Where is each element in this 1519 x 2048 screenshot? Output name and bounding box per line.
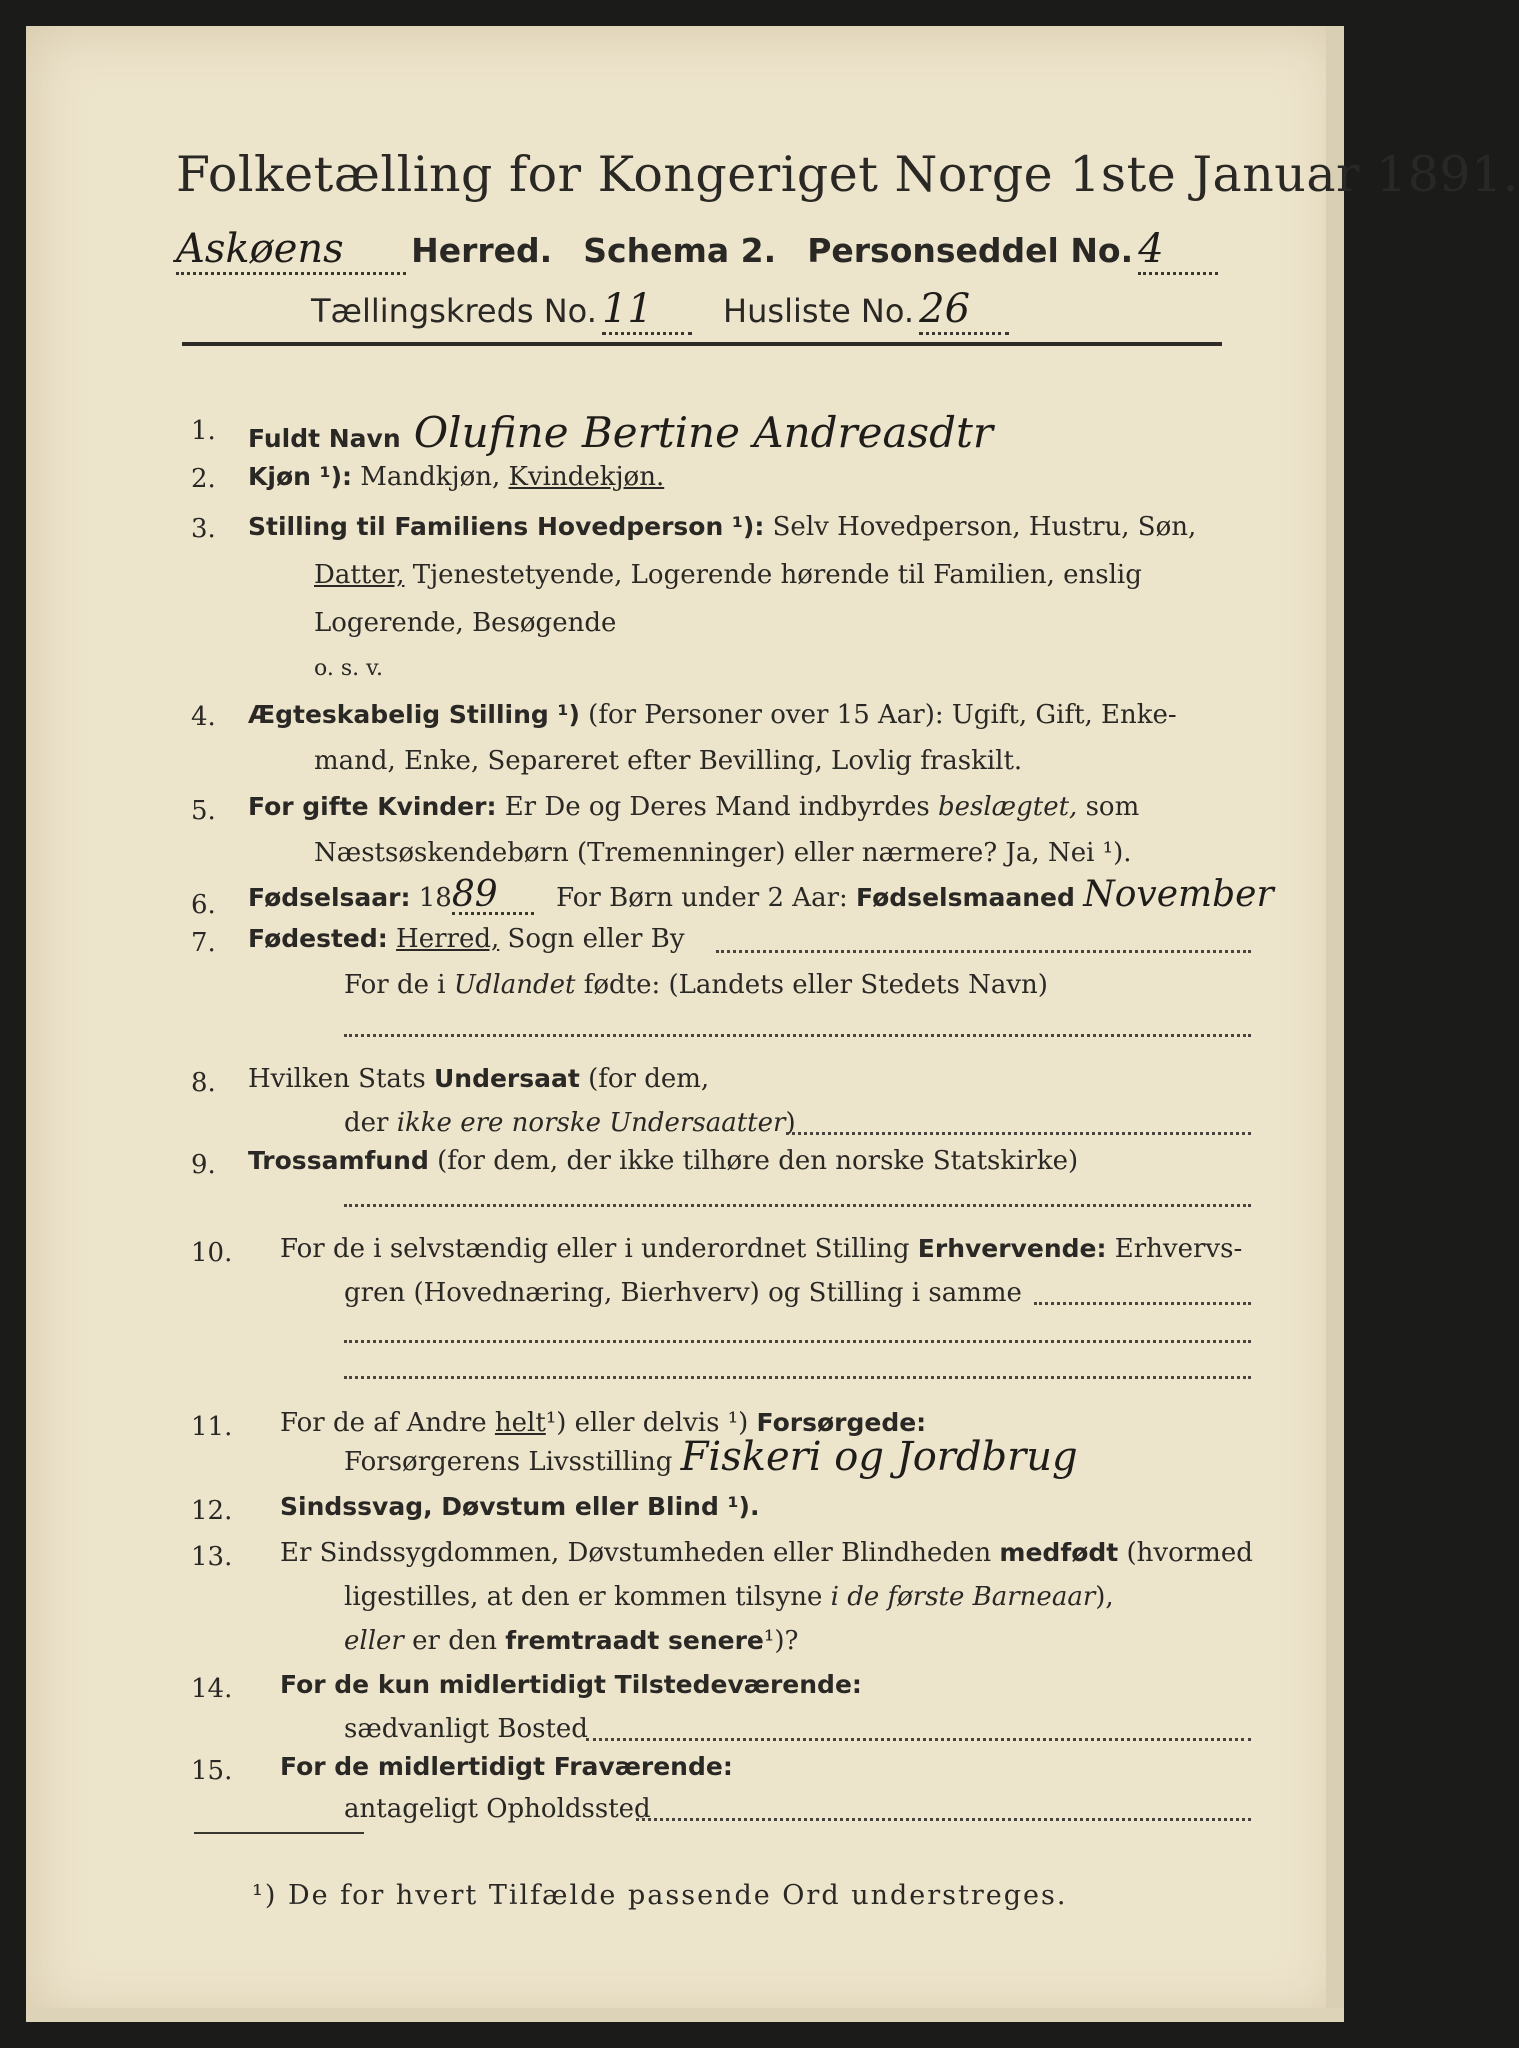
q6-label: Fødselsaar: xyxy=(248,883,411,912)
q15-label: For de midlertidigt Fraværende: xyxy=(280,1752,733,1781)
q14-line1 xyxy=(280,1668,862,1702)
q7-number: 7. xyxy=(191,928,216,958)
footnote-rule xyxy=(194,1832,364,1834)
q10-number: 10. xyxy=(191,1238,233,1268)
q10-text-1a: For de i selvstændig eller i underordnet Stilling xyxy=(280,1234,910,1264)
q4-text-2: mand, Enke, Separeret efter Bevilling, Lovlig fraskilt. xyxy=(314,746,1023,776)
census-form-page xyxy=(26,26,1519,2022)
q13-text-2c: ), xyxy=(1095,1582,1114,1612)
q6-month-value: November xyxy=(1083,874,1274,915)
header-rule xyxy=(182,342,1222,346)
q13-text-1a: Er Sindssygdommen, Døvstumheden eller Blindheden xyxy=(280,1538,992,1568)
q13-number: 13. xyxy=(191,1542,233,1572)
q8-line2 xyxy=(344,1106,796,1140)
taellingskreds-value: 11 xyxy=(602,286,692,335)
q13-text-3a: eller xyxy=(344,1626,404,1656)
q8-label: Hvilken Stats xyxy=(248,1064,426,1094)
q11-answer: Fiskeri og Jordbrug xyxy=(680,1434,1078,1480)
q8-number: 8. xyxy=(191,1068,216,1098)
q8-line1 xyxy=(248,1062,709,1096)
q13-text-3c: fremtraadt senere xyxy=(505,1626,764,1655)
q9-text-1: (for dem, der ikke tilhøre den norske Statskirke) xyxy=(437,1146,1079,1176)
q4-text-1: (for Personer over 15 Aar): Ugift, Gift, Enke- xyxy=(588,700,1177,730)
personseddel-label: Personseddel No. xyxy=(807,231,1134,270)
q7-label: Fødested: xyxy=(248,924,388,953)
q3-opt-datter: Datter, xyxy=(314,560,405,590)
q15-number: 15. xyxy=(191,1756,233,1786)
q15-dotline xyxy=(636,1818,1251,1821)
q5-label: For gifte Kvinder: xyxy=(248,792,497,821)
q13-text-1c: (hvormed xyxy=(1126,1538,1253,1568)
q8-label-b: Undersaat xyxy=(433,1064,580,1093)
herred-line xyxy=(176,226,1218,275)
q8-text-1: (for dem, xyxy=(588,1064,710,1094)
q12-line1 xyxy=(280,1490,759,1524)
q10-dotline-2 xyxy=(344,1340,1251,1343)
q5-text-1b: beslægtet, xyxy=(937,792,1078,822)
q3-number: 3. xyxy=(191,514,216,544)
q1-label: Fuldt Navn xyxy=(248,424,401,453)
q1-answer: Olufine Bertine Andreasdtr xyxy=(413,408,993,457)
husliste-label: Husliste No. xyxy=(723,292,915,330)
q6-number: 6. xyxy=(191,890,216,920)
q8-text-2c: ) xyxy=(785,1108,796,1138)
q10-text-2: gren (Hovednæring, Bierhverv) og Stilling i samme xyxy=(344,1278,1022,1308)
schema-label: Schema 2. xyxy=(583,231,777,270)
q13-text-2b: i de første Barneaar xyxy=(830,1582,1096,1612)
q3-line1 xyxy=(248,510,1196,544)
q9-number: 9. xyxy=(191,1150,216,1180)
q10-dotline-3 xyxy=(344,1376,1251,1379)
q3-line2 xyxy=(314,558,1142,592)
q9-line1 xyxy=(248,1144,1078,1178)
q3-label: Stilling til Familiens Hovedperson ¹): xyxy=(248,512,765,541)
q14-text-2: sædvanligt Bosted xyxy=(344,1714,588,1744)
q4-label: Ægteskabelig Stilling ¹) xyxy=(248,700,580,729)
q13-text-1b: medfødt xyxy=(999,1538,1119,1567)
q6-mid: For Børn under 2 Aar: xyxy=(556,883,848,913)
q11-text-1d: Forsørgede: xyxy=(756,1408,927,1437)
q12-label: Sindssvag, Døvstum eller Blind ¹). xyxy=(280,1492,760,1521)
q7-text-1: Sogn eller By xyxy=(507,924,685,954)
q3-text-1: Selv Hovedperson, Hustru, Søn, xyxy=(772,512,1197,542)
q11-text-1c: ¹) eller delvis ¹) xyxy=(545,1408,749,1438)
q11-text-2: Forsørgerens Livsstilling xyxy=(344,1447,673,1477)
q6-month-label: Fødselsmaaned xyxy=(856,883,1075,912)
q3-text-4: o. s. v. xyxy=(314,656,383,681)
q7-text-2b: Udlandet xyxy=(453,970,576,1000)
page-edge-bottom xyxy=(26,2008,1344,2022)
q11-text-1b: helt xyxy=(494,1408,546,1438)
q10-text-1c: Erhvervs- xyxy=(1114,1234,1243,1264)
q9-dotline xyxy=(344,1204,1251,1207)
personseddel-value: 4 xyxy=(1138,226,1218,275)
q10-text-1b: Erhvervende: xyxy=(917,1234,1107,1263)
q9-label: Trossamfund xyxy=(248,1146,429,1175)
q14-number: 14. xyxy=(191,1674,233,1704)
q2-opt-mandkjon: Mandkjøn, xyxy=(360,462,501,492)
q15-line1 xyxy=(280,1750,733,1784)
q8-text-2a: der xyxy=(344,1108,389,1138)
q4-number: 4. xyxy=(191,702,216,732)
q1-row xyxy=(248,408,993,457)
q13-text-2a: ligestilles, at den er kommen tilsyne xyxy=(344,1582,823,1612)
q7-text-2c: fødte: (Landets eller Stedets Navn) xyxy=(583,970,1048,1000)
q7-text-2a: For de i xyxy=(344,970,446,1000)
q13-text-3b: er den xyxy=(412,1626,497,1656)
q7-opt-herred: Herred, xyxy=(396,924,500,954)
q6-year-value: 89 xyxy=(452,878,534,915)
q10-dotline-1 xyxy=(1034,1302,1251,1305)
q11-line2 xyxy=(344,1434,1078,1480)
q13-text-3d: ¹)? xyxy=(763,1626,799,1656)
q14-dotline xyxy=(586,1738,1251,1741)
q2-opt-kvindekjon: Kvindekjøn. xyxy=(508,462,665,492)
q5-text-2: Næstsøskendebørn (Tremenninger) eller nærmere? Ja, Nei ¹). xyxy=(314,838,1132,868)
q7-line1 xyxy=(248,922,685,956)
husliste-value: 26 xyxy=(919,286,1009,335)
q8-dotline xyxy=(786,1132,1251,1135)
page-edge-right xyxy=(1326,26,1344,2022)
q11-number: 11. xyxy=(191,1412,233,1442)
q8-text-2b: ikke ere norske Undersaatter xyxy=(396,1108,786,1138)
q12-number: 12. xyxy=(191,1496,233,1526)
q7-line2 xyxy=(344,968,1048,1002)
q7-dotline-1 xyxy=(716,950,1251,953)
q7-dotline-2 xyxy=(344,1034,1251,1037)
q2-number: 2. xyxy=(191,464,216,494)
herred-label: Herred. xyxy=(411,231,553,270)
footnote: ¹) De for hvert Tilfælde passende Ord understreges. xyxy=(252,1880,1068,1911)
q3-text-3: Logerende, Besøgende xyxy=(314,608,617,638)
q5-text-1a: Er De og Deres Mand indbyrdes xyxy=(504,792,930,822)
q1-number: 1. xyxy=(191,416,216,446)
taellingskreds-line xyxy=(311,286,1009,335)
q2-label: Kjøn ¹): xyxy=(248,462,352,491)
q4-line1 xyxy=(248,698,1177,732)
q5-text-1c: som xyxy=(1085,792,1140,822)
q5-line1 xyxy=(248,790,1139,824)
taellingskreds-label: Tællingskreds No. xyxy=(311,292,597,330)
q13-line3 xyxy=(344,1624,798,1658)
q13-line2 xyxy=(344,1580,1114,1614)
q5-number: 5. xyxy=(191,796,216,826)
q3-text-2: Tjenestetyende, Logerende hørende til Familien, enslig xyxy=(412,560,1142,590)
q6-row xyxy=(248,874,1274,915)
q10-line1 xyxy=(280,1232,1242,1266)
q11-text-1a: For de af Andre xyxy=(280,1408,487,1438)
q15-text-2: antageligt Opholdssted xyxy=(344,1794,651,1824)
herred-value: Askøens xyxy=(176,226,406,275)
form-title: Folketælling for Kongeriget Norge 1ste Januar 1891. xyxy=(176,146,1519,203)
q13-line1 xyxy=(280,1536,1253,1570)
q6-year-prefix: 18 xyxy=(418,883,452,913)
q2-row xyxy=(248,460,664,494)
q14-label: For de kun midlertidigt Tilstedeværende: xyxy=(280,1670,862,1699)
